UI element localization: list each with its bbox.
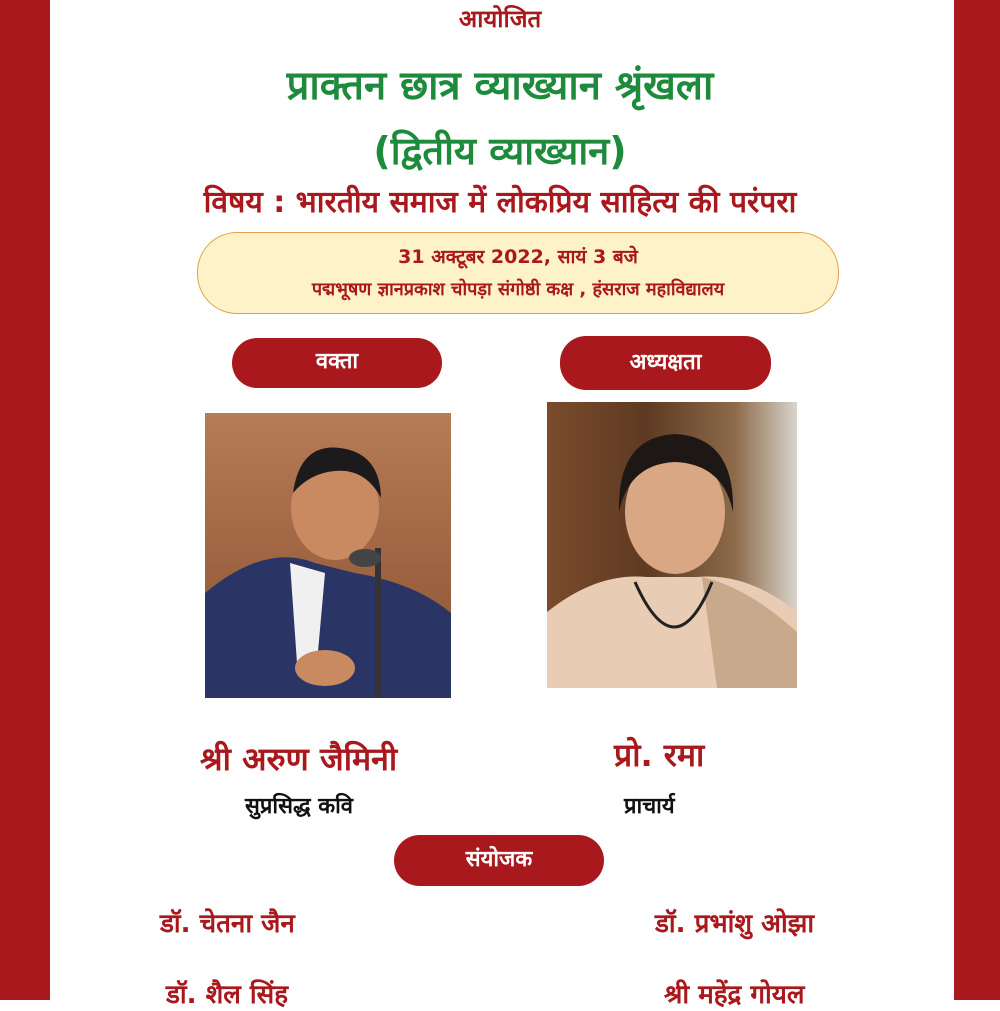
chair-heading: अध्यक्षता — [560, 336, 771, 390]
chair-name: प्रो. रमा — [614, 736, 705, 774]
chair-role: प्राचार्य — [624, 794, 675, 819]
speaker-photo — [205, 413, 451, 698]
lecture-number: (द्वितीय व्याख्यान) — [373, 129, 627, 173]
lecture-topic: विषय : भारतीय समाज में लोकप्रिय साहित्य की परंपरा — [203, 185, 797, 220]
event-datetime: 31 अक्टूबर 2022, सायं 3 बजे — [398, 246, 638, 268]
convenor-name: डॉ. प्रभांशु ओझा — [655, 909, 815, 939]
convenor-name: श्री महेंद्र गोयल — [664, 980, 805, 1010]
speaker-name: श्री अरुण जैमिनी — [200, 740, 398, 778]
event-venue: पद्मभूषण ज्ञानप्रकाश चोपड़ा संगोष्ठी कक्ष , हंसराज महाविद्यालय — [311, 279, 725, 300]
convenor-name: डॉ. शैल सिंह — [166, 980, 289, 1010]
speaker-role: सुप्रसिद्ध कवि — [245, 794, 354, 819]
organized-label: आयोजित — [458, 5, 542, 33]
speaker-heading: वक्ता — [232, 338, 442, 388]
chair-photo — [547, 402, 797, 688]
event-info-box — [197, 232, 839, 314]
series-title: प्राक्तन छात्र व्याख्यान श्रृंखला — [286, 63, 714, 109]
convenor-name: डॉ. चेतना जैन — [160, 909, 295, 939]
convenors-heading: संयोजक — [394, 835, 604, 886]
